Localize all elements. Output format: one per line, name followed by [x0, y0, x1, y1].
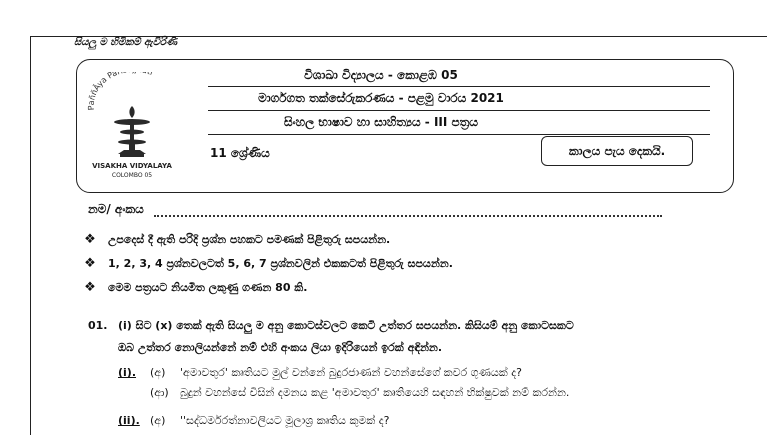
school-crest-icon [82, 72, 182, 182]
part-i-b-text: බුදුන් වහන්සේ විසින් දමනය කළ 'අමාවතුර' කෘතියෙහි සඳහන් භික්ෂුවක් නම් කරන්න. [180, 386, 570, 399]
name-field-dots [154, 205, 662, 217]
logo-city: COLOMBO 05 [111, 172, 153, 179]
exam-title: මාර්ගගත තක්සේරුකරණය - පළමු වාරය 2021 [258, 91, 504, 105]
title-rule-2 [208, 110, 710, 111]
name-field-row [88, 202, 662, 217]
school-name: විශාඛා විද්‍යාලය - කොළඹ 05 [304, 68, 458, 82]
instruction-text: උපදෙස් දී ඇති පරිදි ප්‍රශ්න පහකට පමණක් පිළිතුරු සපයන්න. [108, 232, 391, 246]
title-rule-3 [208, 134, 710, 135]
part-ii-a-letter: (අ) [150, 414, 166, 427]
question-number: 01. [88, 319, 108, 332]
question-line-2: ඔබ උත්තර නොලියන්නේ නම් එහි අංකය ලියා ඉදිරියෙන් ඉරක් අඳින්න. [118, 341, 442, 354]
paper-subject: සිංහල භාෂාව හා සාහිත්‍යය - III පත්‍රය [283, 115, 479, 129]
part-ii-label: (ii). [118, 414, 140, 427]
time-text: කාලය පැය දෙකයි. [568, 143, 666, 158]
part-i-b-letter: (ආ) [150, 386, 169, 399]
bullet-icon: ❖ [84, 232, 96, 247]
title-rule-1 [208, 86, 710, 87]
logo-school-name: VISAKHA VIDYALAYA [92, 162, 172, 170]
instruction-1 [82, 232, 390, 247]
svg-text:PaññĀya Parisujjhati [87, 72, 155, 110]
time-allowed [541, 136, 693, 166]
part-i-a-letter: (අ) [150, 366, 166, 379]
question-line-1: (i) සිට (x) තෙක් ඇති සියලු ම අනු කොටස්වලට කෙටි උත්තර සපයන්න. කිසියම් අනු කොටසකට [118, 319, 574, 332]
school-logo [82, 72, 182, 182]
bullet-icon: ❖ [84, 256, 96, 271]
bullet-icon: ❖ [84, 280, 96, 295]
grade-label: 11 ශ්‍රේණිය [210, 146, 270, 160]
part-i-label: (i). [118, 366, 137, 379]
part-i-a-text: 'අමාවතුර' කෘතියට මුල් වන්නේ බුදුරජාණන් වහන්සේගේ කවර ගුණයක් ද? [180, 366, 522, 379]
logo-motto: PaññĀya Pa i [86, 72, 155, 111]
part-ii-a-text: ''සද්ධර්මරත්නාවලියට මූලාශ්‍ර කෘතිය කුමක් ද? [180, 414, 390, 427]
name-label: නම/ අංකය [88, 202, 144, 216]
instruction-3 [82, 280, 307, 295]
instruction-2 [82, 256, 453, 271]
copyright-notice: සියලු ම හිමිකම් ඇවිරිණි [74, 37, 178, 48]
instruction-text: 1, 2, 3, 4 ප්‍රශ්නවලටත් 5, 6, 7 ප්‍රශ්නවලින් එකකටත් පිළිතුරු සපයන්න. [108, 256, 453, 270]
instruction-text: මෙම පත්‍රයට නියමිත ලකුණු ගණන 80 කි. [108, 280, 308, 294]
